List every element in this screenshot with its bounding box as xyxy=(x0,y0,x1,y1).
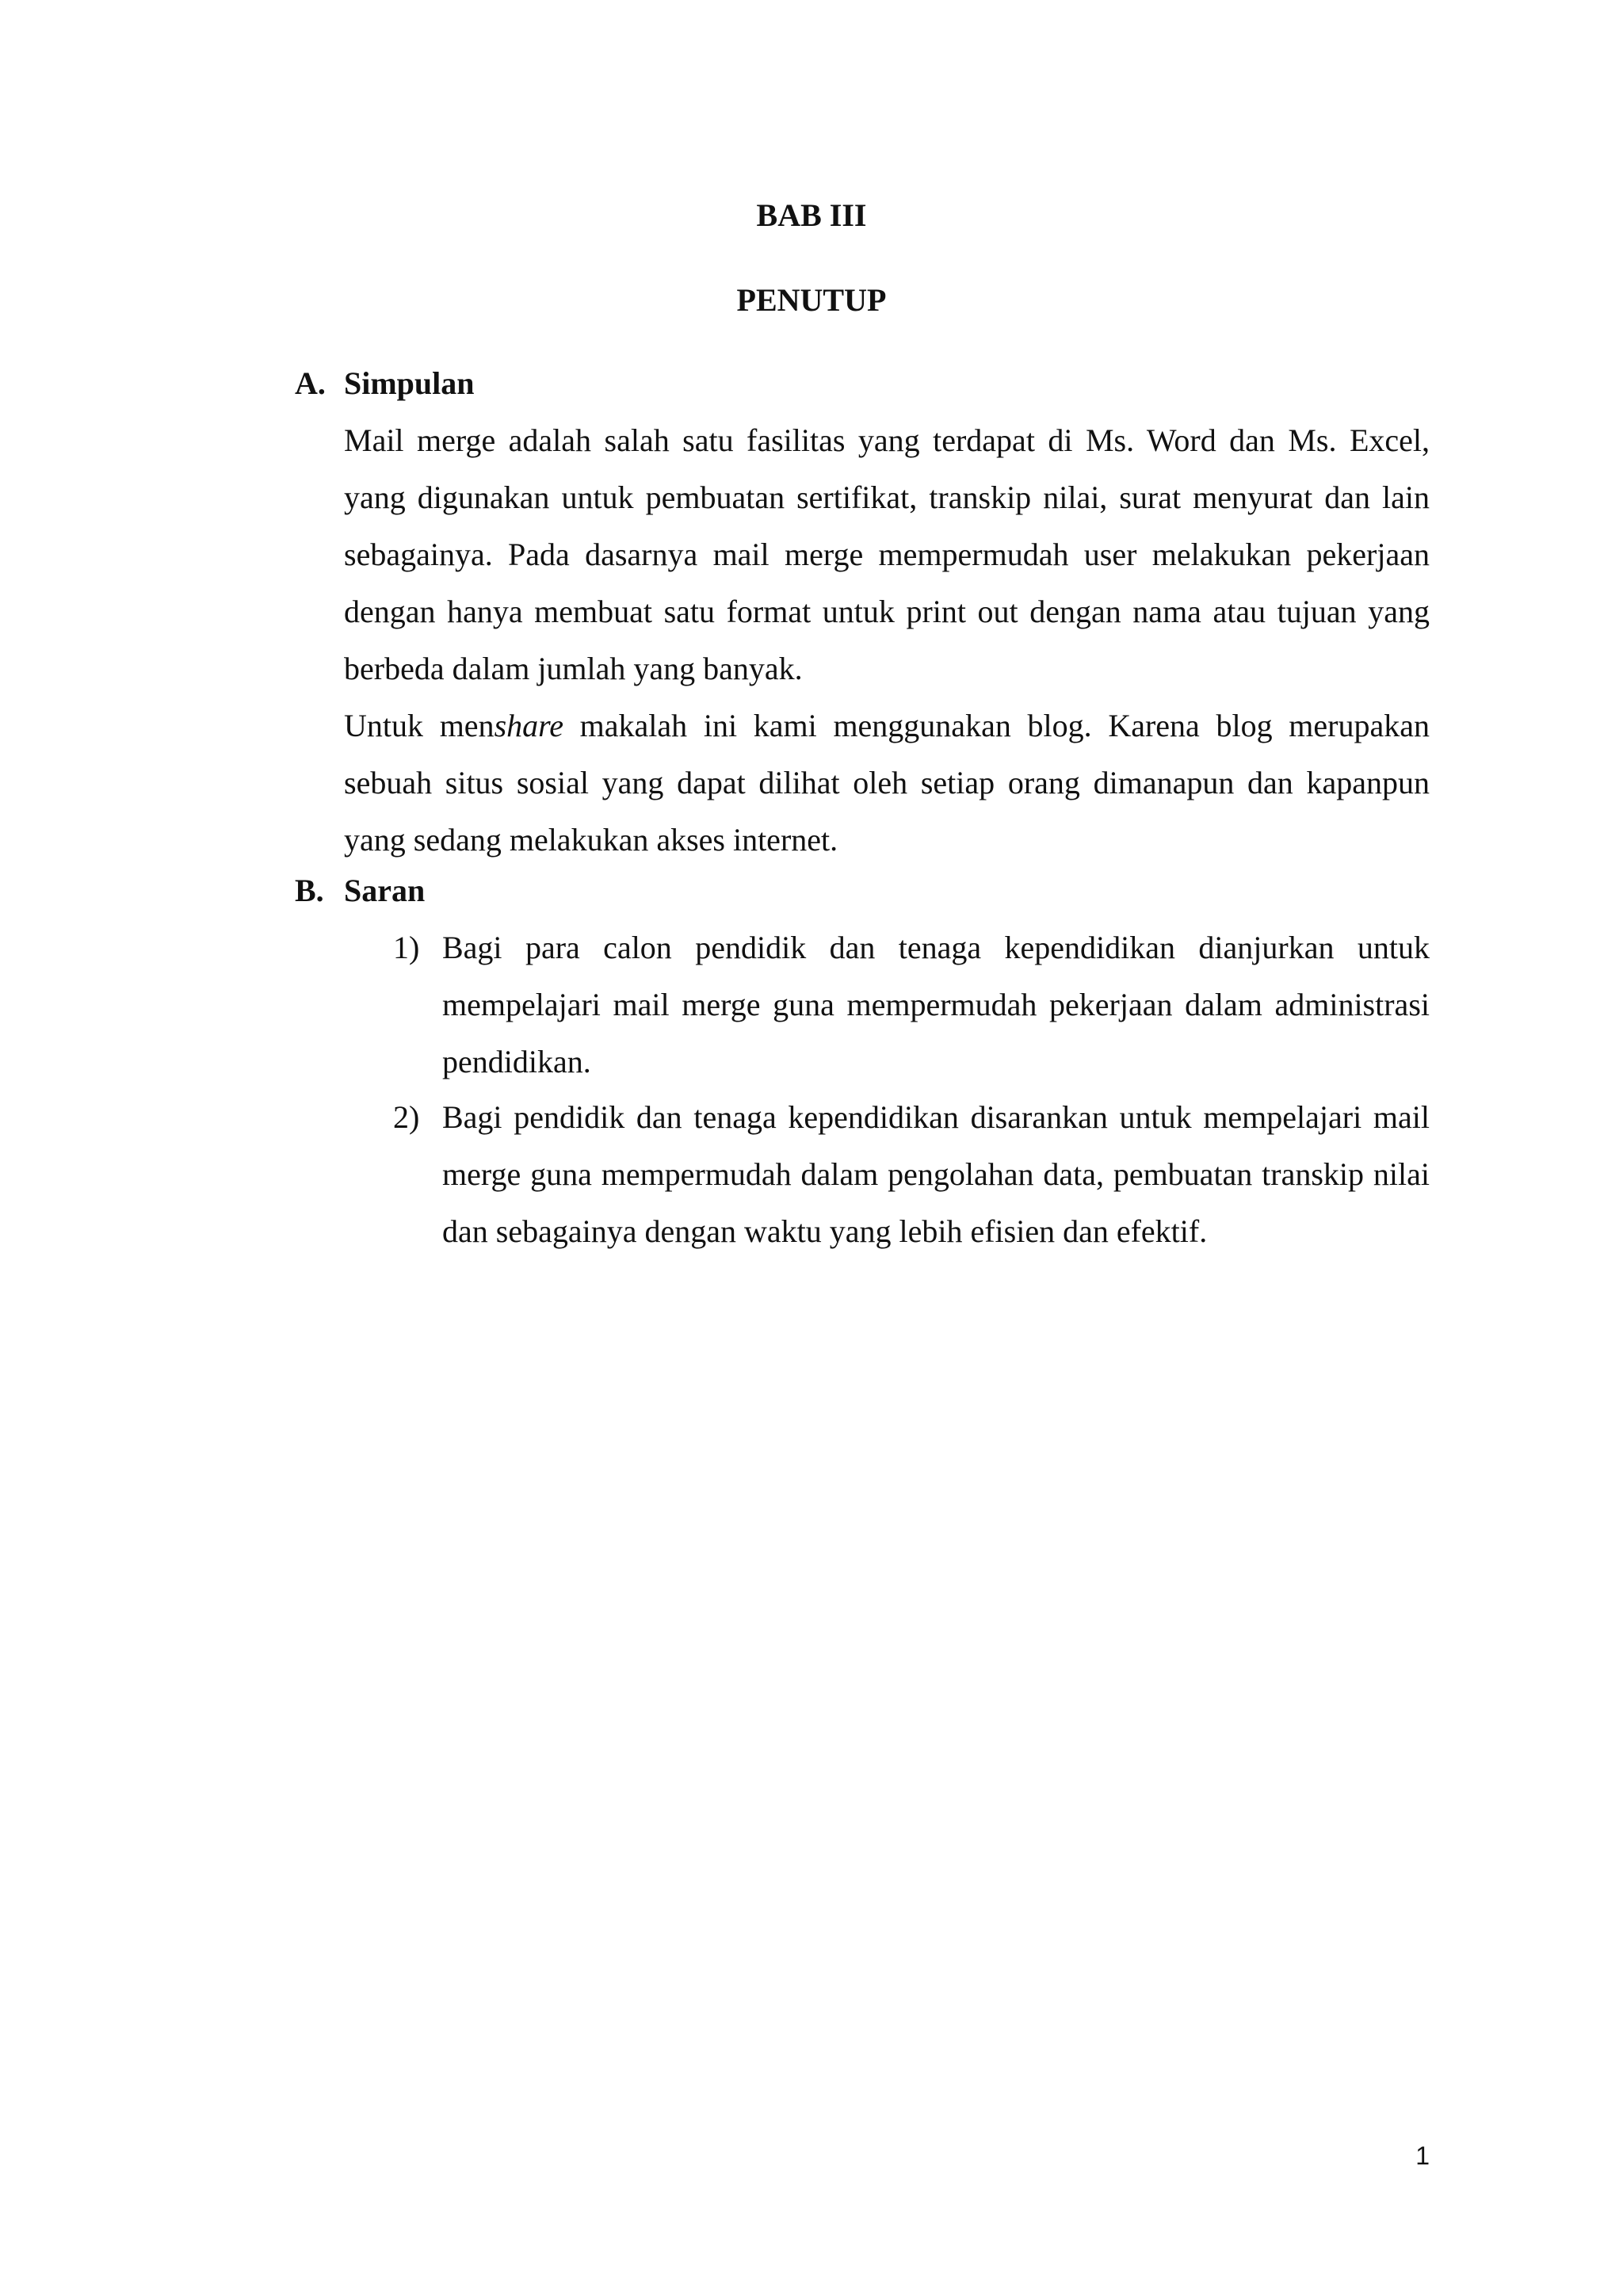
section-b-letter: B. xyxy=(295,873,324,908)
chapter-number: BAB III xyxy=(756,197,867,233)
simpulan-paragraph-2-italic: share xyxy=(494,708,563,743)
section-b-title: Saran xyxy=(344,873,426,908)
chapter-title: PENUTUP xyxy=(736,282,887,318)
simpulan-paragraph-1 xyxy=(344,412,1430,697)
simpulan-paragraph-2-prefix: Untuk men xyxy=(344,708,495,743)
section-a-title: Simpulan xyxy=(344,365,475,401)
saran-item-2-number: 2) xyxy=(393,1099,420,1135)
simpulan-paragraph-2-suffix: makalah ini kami menggunakan blog. Karena blog merupakan sebuah situs sosial yang dapat dilihat oleh setiap orang dimanapun dan kapanpun yang sedang melakukan akses internet. xyxy=(344,708,1430,858)
section-a-letter: A. xyxy=(295,365,326,401)
simpulan-paragraph-1-text: Mail merge adalah salah satu fasilitas yang terdapat di Ms. Word dan Ms. Excel, yang digunakan untuk pembuatan sertifikat, transkip nilai, surat menyurat dan lain sebagainya. Pada dasarnya mail merge mempermudah user melakukan pekerjaan dengan hanya membuat satu format untuk print out dengan nama atau tujuan yang berbeda dalam jumlah yang banyak. xyxy=(344,422,1430,686)
simpulan-paragraph-2 xyxy=(344,697,1430,869)
saran-item-1-text: Bagi para calon pendidik dan tenaga kependidikan dianjurkan untuk mempelajari mail merge guna mempermudah pekerjaan dalam administrasi pendidikan. xyxy=(442,930,1430,1079)
page-number: 1 xyxy=(1415,2141,1430,2170)
saran-item-1-number: 1) xyxy=(393,930,420,965)
saran-item-2-text: Bagi pendidik dan tenaga kependidikan disarankan untuk mempelajari mail merge guna mempermudah dalam pengolahan data, pembuatan transkip nilai dan sebagainya dengan waktu yang lebih efisien dan efektif. xyxy=(442,1099,1430,1249)
